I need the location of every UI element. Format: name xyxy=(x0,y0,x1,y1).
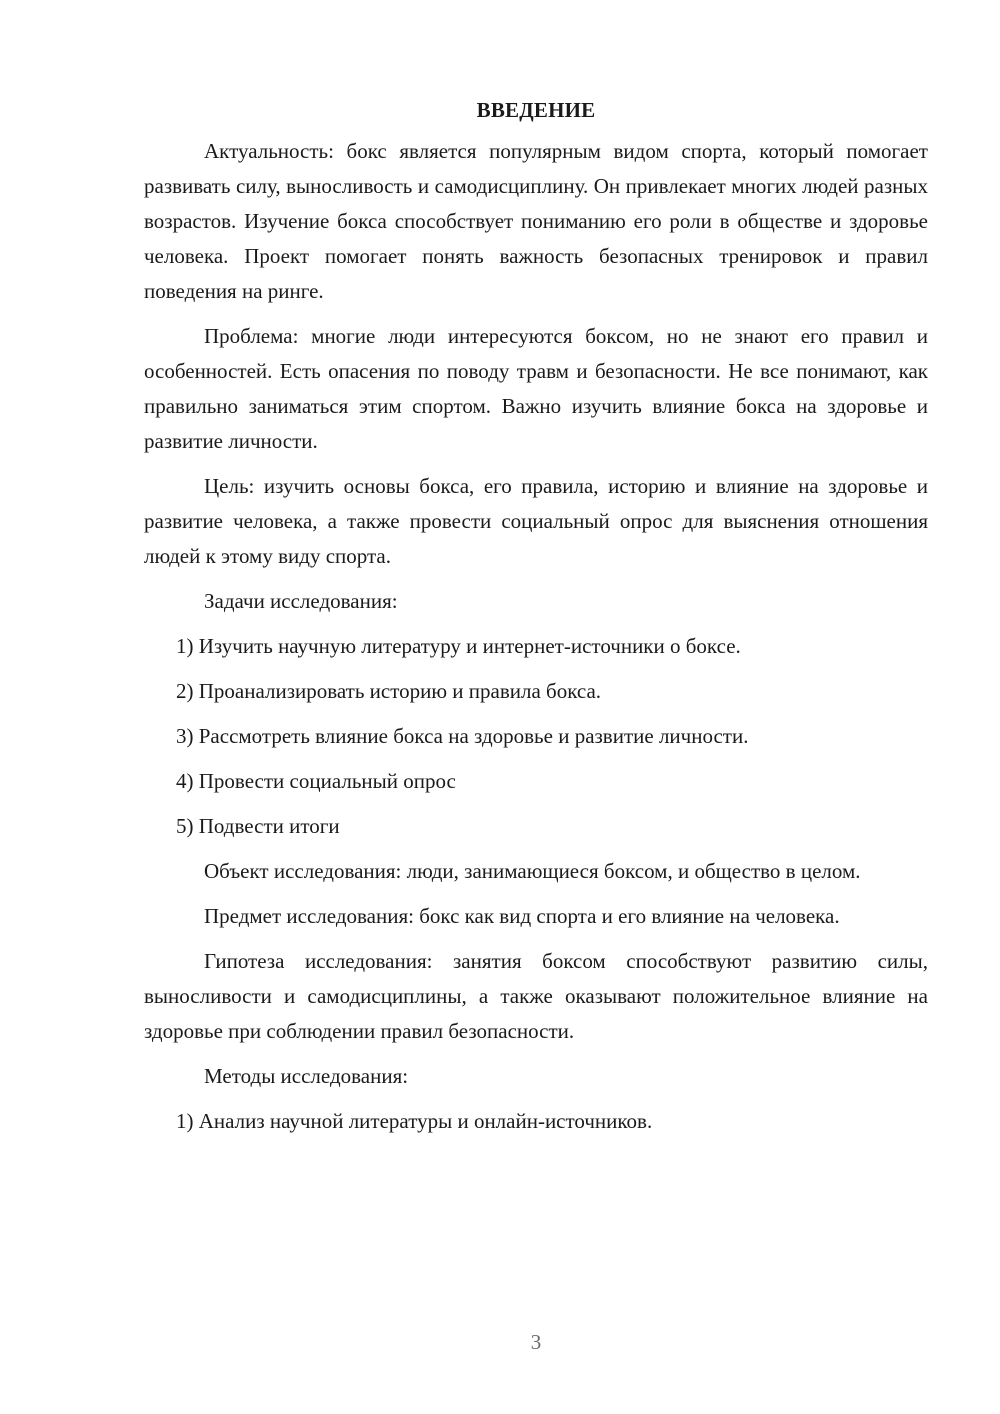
page-title: ВВЕДЕНИЕ xyxy=(476,98,596,122)
subject-paragraph: Предмет исследования: бокс как вид спорта и его влияние на человека. xyxy=(204,904,840,928)
page-number: 3 xyxy=(530,1330,542,1354)
task-item-1: 1) Изучить научную литературу и интернет-источники о боксе. xyxy=(176,634,741,658)
method-item-1: 1) Анализ научной литературы и онлайн-источников. xyxy=(176,1109,653,1133)
task-item-5: 5) Подвести итоги xyxy=(176,814,340,838)
goal-paragraph: Цель: изучить основы бокса, его правила, историю и влияние на здоровье и развитие человека, а также провести социальный опрос для выяснения отношения людей к этому виду спорта. xyxy=(144,474,928,568)
tasks-heading: Задачи исследования: xyxy=(204,589,398,613)
task-item-2: 2) Проанализировать историю и правила бокса. xyxy=(176,679,602,703)
task-item-3: 3) Рассмотреть влияние бокса на здоровье и развитие личности. xyxy=(176,724,749,748)
task-item-4: 4) Провести социальный опрос xyxy=(176,769,456,793)
document-page xyxy=(144,93,928,1149)
object-paragraph: Объект исследования: люди, занимающиеся боксом, и общество в целом. xyxy=(204,859,861,883)
methods-heading: Методы исследования: xyxy=(204,1064,409,1088)
problem-paragraph: Проблема: многие люди интересуются боксом, но не знают его правил и особенностей. Есть опасения по поводу травм и безопасности. Не все понимают, как правильно заниматься этим спортом. Важно изучить влияние бокса на здоровье и развитие личности. xyxy=(144,324,928,453)
relevance-paragraph: Актуальность: бокс является популярным видом спорта, который помогает развивать силу, выносливость и самодисциплину. Он привлекает многих людей разных возрастов. Изучение бокса способствует пониманию его роли в обществе и здоровье человека. Проект помогает понять важность безопасных тренировок и правил поведения на ринге. xyxy=(144,139,928,303)
hypothesis-paragraph: Гипотеза исследования: занятия боксом способствуют развитию силы, выносливости и самодисциплины, а также оказывают положительное влияние на здоровье при соблюдении правил безопасности. xyxy=(144,949,928,1043)
